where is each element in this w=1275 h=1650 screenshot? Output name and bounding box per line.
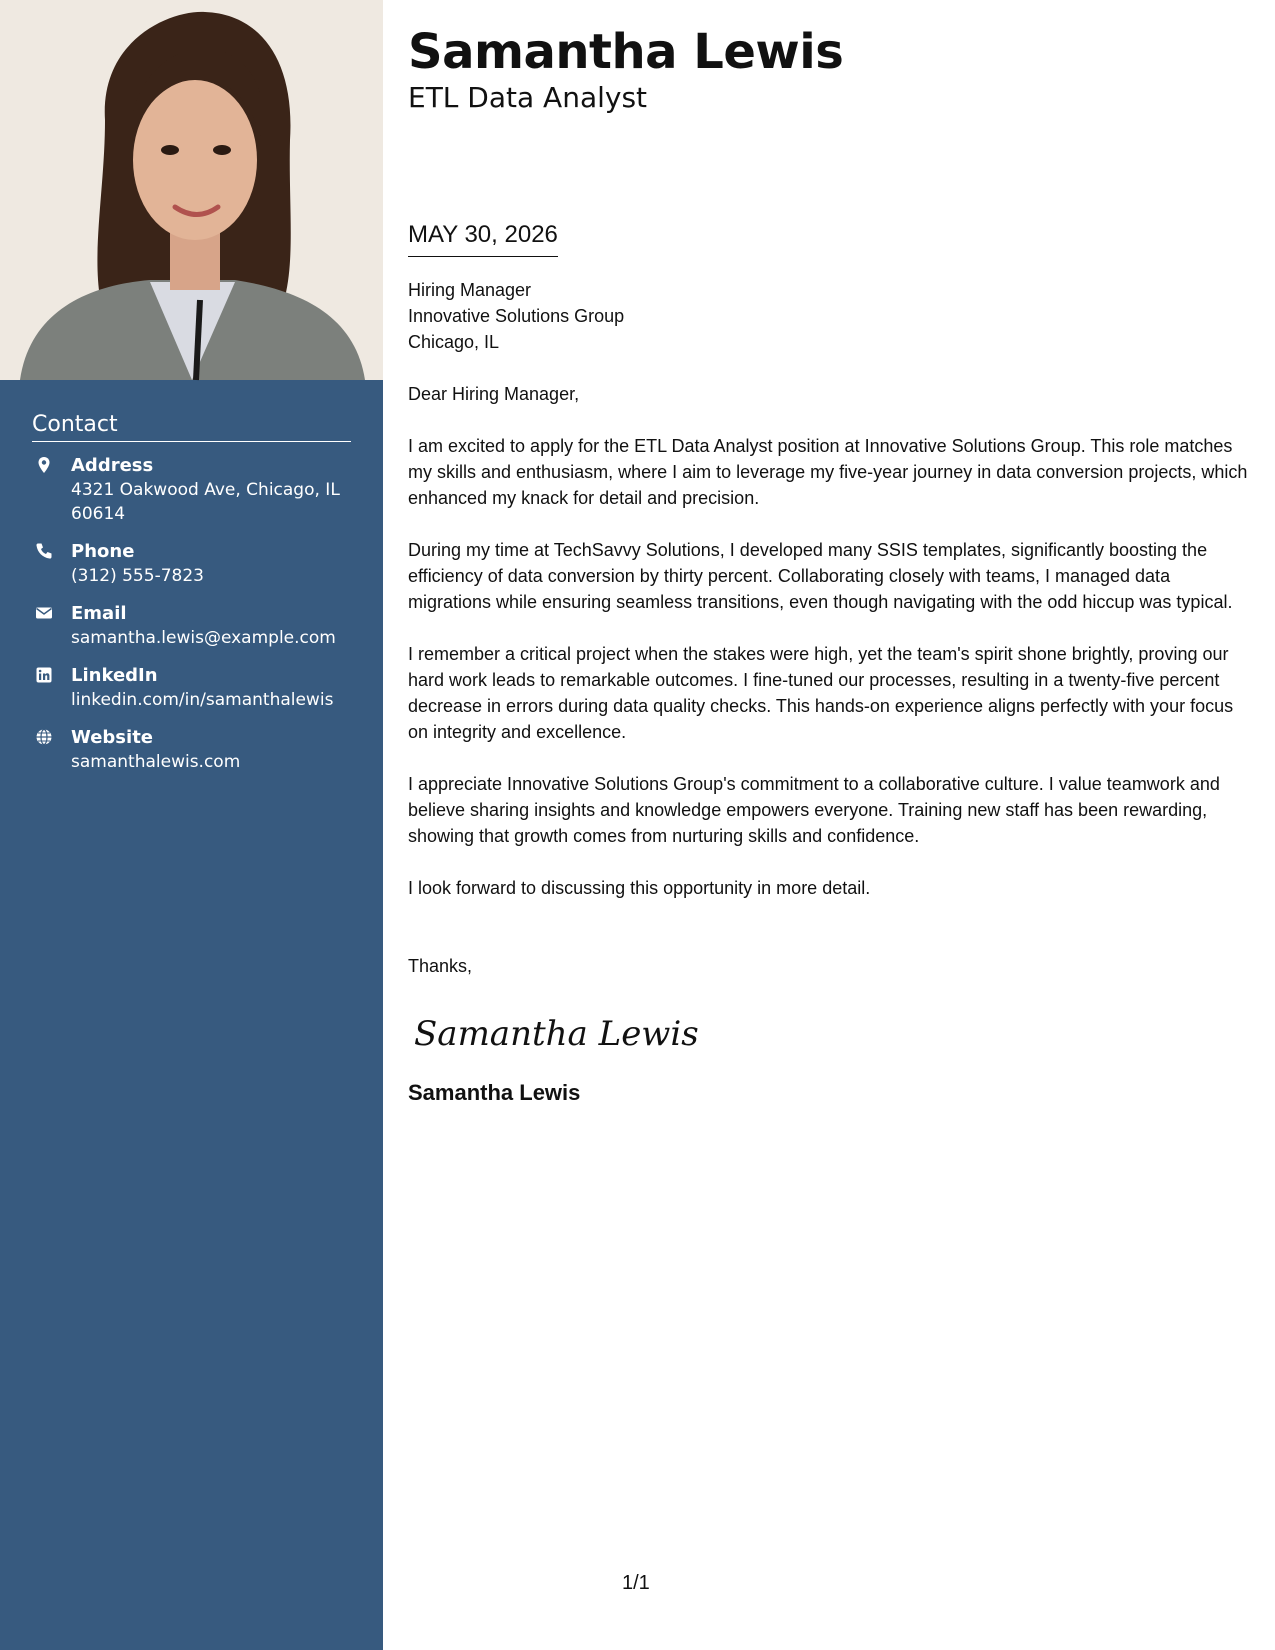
email-link[interactable]: samantha.lewis@example.com — [71, 628, 336, 648]
contact-label: Address — [71, 455, 154, 476]
page-number: 1/1 — [622, 1572, 650, 1594]
signed-name: Samantha Lewis — [408, 1080, 581, 1105]
paragraph: I look forward to discussing this opportunity in more detail. — [408, 878, 871, 898]
recipient-line: Chicago, IL — [408, 332, 500, 352]
sidebar — [0, 0, 383, 1650]
recipient-block — [408, 277, 1248, 355]
linkedin-link[interactable]: linkedin.com/in/samanthalewis — [71, 690, 334, 710]
phone-value: (312) 555-7823 — [71, 566, 204, 586]
profile-photo — [0, 0, 383, 380]
contact-label: Phone — [71, 541, 135, 562]
letter-date: MAY 30, 2026 — [408, 220, 558, 257]
contact-label: Email — [71, 603, 127, 624]
paragraph: I appreciate Innovative Solutions Group's commitment to a collaborative culture. I value teamwork and believe sharing insights and knowledge empowers everyone. Training new staff has been rewarding, showing that growth comes from nurturing skills and confidence. — [408, 774, 1220, 846]
signature-image — [408, 1003, 699, 1063]
contact-label: LinkedIn — [71, 665, 158, 686]
paragraph: I remember a critical project when the stakes were high, yet the team's spirit shone brightly, proving our hard work leads to remarkable outcomes. I fine-tuned our processes, resulting in a twenty-five percent decrease in errors during data quality checks. This hands-on experience aligns perfectly with your focus on integrity and excellence. — [408, 644, 1234, 742]
contact-website — [32, 726, 351, 774]
contact-label: Website — [71, 727, 154, 748]
envelope-icon — [35, 604, 53, 622]
phone-icon — [35, 542, 53, 560]
signature-text: Samantha Lewis — [414, 1014, 699, 1054]
recipient-line: Innovative Solutions Group — [408, 306, 625, 326]
contact-section — [32, 412, 351, 788]
contact-address — [32, 454, 351, 526]
letter-body — [408, 22, 1248, 1107]
address-value: 4321 Oakwood Ave, Chicago, IL 60614 — [71, 480, 340, 524]
map-pin-icon — [35, 456, 53, 474]
globe-icon — [35, 728, 53, 746]
job-title: ETL Data Analyst — [408, 81, 648, 114]
paragraph: I am excited to apply for the ETL Data Analyst position at Innovative Solutions Group. This role matches my skills and enthusiasm, where I aim to leverage my five-year journey in data conversion projects, which enhanced my knack for detail and precision. — [408, 436, 1248, 508]
contact-title: Contact — [32, 412, 351, 442]
closing: Thanks, — [408, 956, 473, 976]
contact-phone — [32, 540, 351, 588]
paragraph: During my time at TechSavvy Solutions, I developed many SSIS templates, significantly boosting the efficiency of data conversion by thirty percent. Collaborating closely with teams, I managed data migrations while ensuring seamless transitions, even though navigating with the odd hiccup was typical. — [408, 540, 1233, 612]
salutation: Dear Hiring Manager, — [408, 384, 580, 404]
website-link[interactable]: samanthalewis.com — [71, 752, 241, 772]
contact-linkedin — [32, 664, 351, 712]
recipient-line: Hiring Manager — [408, 280, 532, 300]
linkedin-icon — [35, 666, 53, 684]
applicant-name: Samantha Lewis — [408, 24, 844, 80]
contact-email — [32, 602, 351, 650]
